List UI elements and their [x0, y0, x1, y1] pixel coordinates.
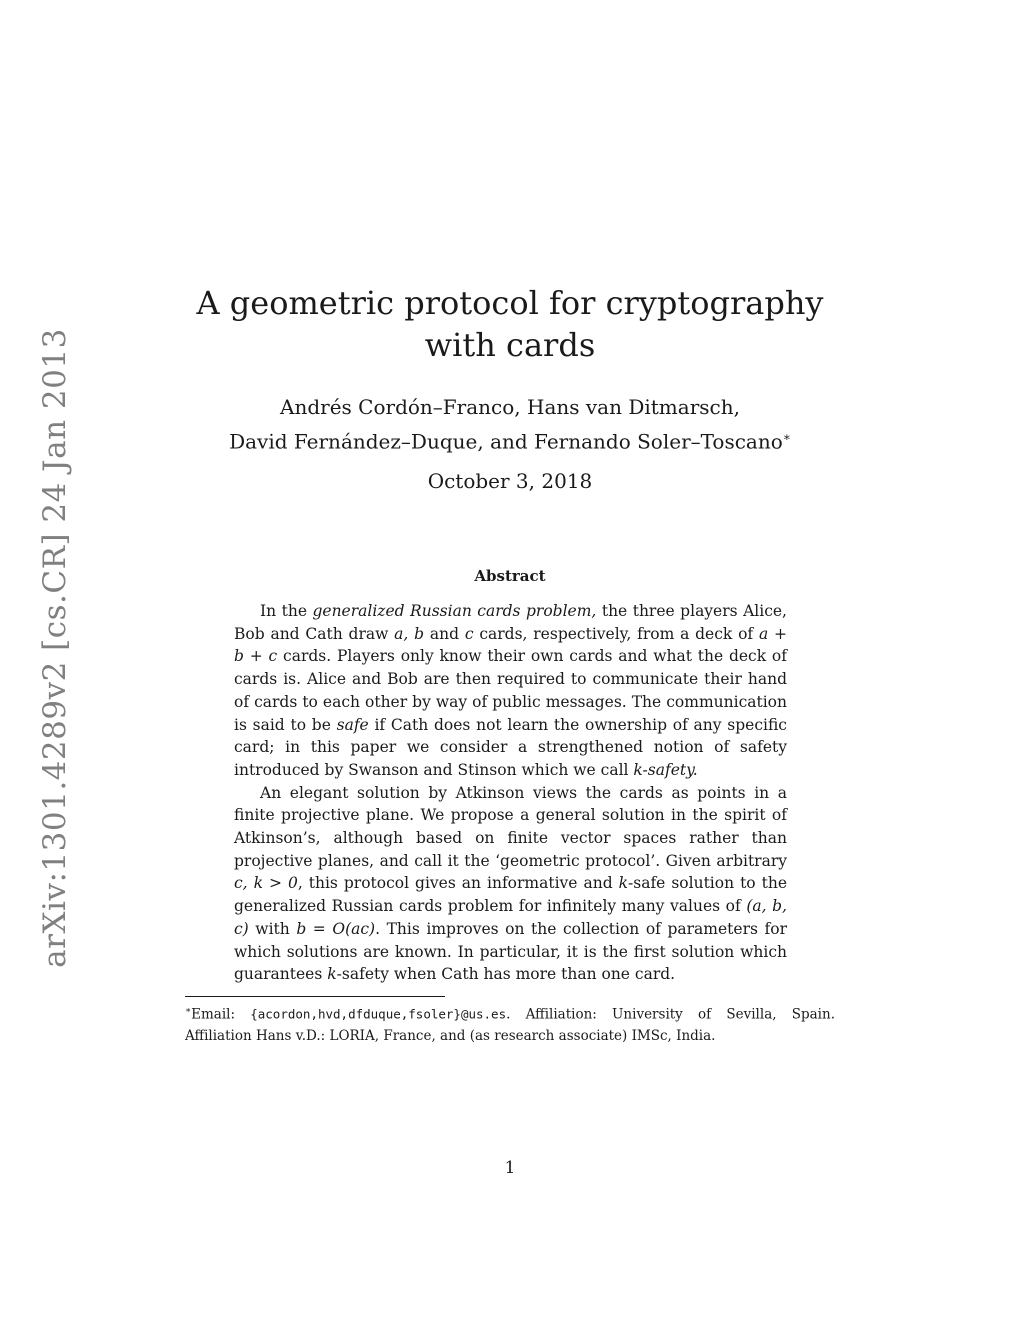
text-run: , this protocol gives an informative and — [297, 874, 619, 893]
math-inline: k — [327, 965, 337, 984]
author-line-2-text: David Fernández–Duque, and Fernando Soler–Toscano — [229, 429, 783, 454]
text-run: In the — [260, 602, 313, 620]
author-line-1: Andrés Cordón–Franco, Hans van Ditmarsch, — [280, 395, 740, 419]
footnote-mark: ∗ — [185, 1006, 192, 1016]
math-inline: c — [464, 624, 474, 643]
abstract-heading: Abstract — [474, 567, 546, 585]
page-number: 1 — [504, 1158, 516, 1178]
text-run: . This improves on the collection of parameters for which solutions are known. In particular, it is the first solution which guarantees — [234, 919, 787, 984]
paper-date: October 3, 2018 — [427, 469, 593, 493]
email-addresses: {acordon,hvd,dfduque,fsoler}@us.es — [250, 1006, 507, 1022]
math-inline: b = O(ac) — [296, 919, 376, 938]
text-run: An elegant solution by Atkinson views the cards as points in a finite projective plane. We propose a general solution in the spirit of Atkinson’s, although based on finite vector spaces rather than projective planes, and call it the ‘geometric protocol’. Given arbitrary — [234, 783, 787, 870]
text-run: cards, respectively, from a deck of — [473, 624, 759, 643]
math-inline: a, b — [394, 624, 425, 643]
emphasis: safe — [336, 715, 369, 734]
text-run: with — [248, 919, 297, 938]
math-inline: a + b + c — [234, 624, 788, 666]
text-run: if Cath does not learn the ownership of any specific card; in this paper we consider a strengthened notion of safety introduced by Swanson and Stinson which we call — [234, 715, 787, 779]
text-run: cards. Players only know their own cards and what the deck of cards is. Alice and Bob are then required to communicate their hand of cards to each other by way of public messages. The communication is said to be — [234, 647, 787, 734]
footnote — [185, 1001, 835, 1047]
math-inline: k — [618, 874, 629, 893]
math-inline: c, k > 0 — [234, 874, 298, 893]
text-run: -safe solution to the generalized Russian cards problem for infinitely many values of — [234, 874, 787, 916]
text-run: and — [424, 624, 465, 643]
abstract-paragraph-2 — [234, 782, 787, 986]
footnote-rule — [185, 996, 445, 997]
emphasis: generalized Russian cards problem, — [312, 602, 597, 620]
arxiv-identifier: arXiv:1301.4289v2 [cs.CR] 24 Jan 2013 — [37, 328, 73, 968]
text-run: the three players Alice, Bob and Cath draw — [234, 602, 787, 643]
text-run: -safety when Cath has more than one card. — [336, 965, 676, 984]
abstract-paragraph-1 — [234, 600, 787, 782]
math-inline: (a, b, c) — [234, 897, 787, 938]
author-footnote-mark: ∗ — [782, 430, 791, 444]
emphasis: k-safety. — [633, 760, 698, 779]
author-line-2 — [185, 422, 835, 457]
text-run: . Affiliation: University of Sevilla, Spain. Affiliation Hans v.D.: LORIA, France, and (as research associate) IMSc, India. — [185, 1006, 835, 1044]
author-list — [185, 392, 835, 457]
abstract-body — [234, 600, 787, 986]
paper-title: A geometric protocol for cryptography with cards — [196, 284, 824, 364]
text-run: Email: — [191, 1006, 251, 1023]
